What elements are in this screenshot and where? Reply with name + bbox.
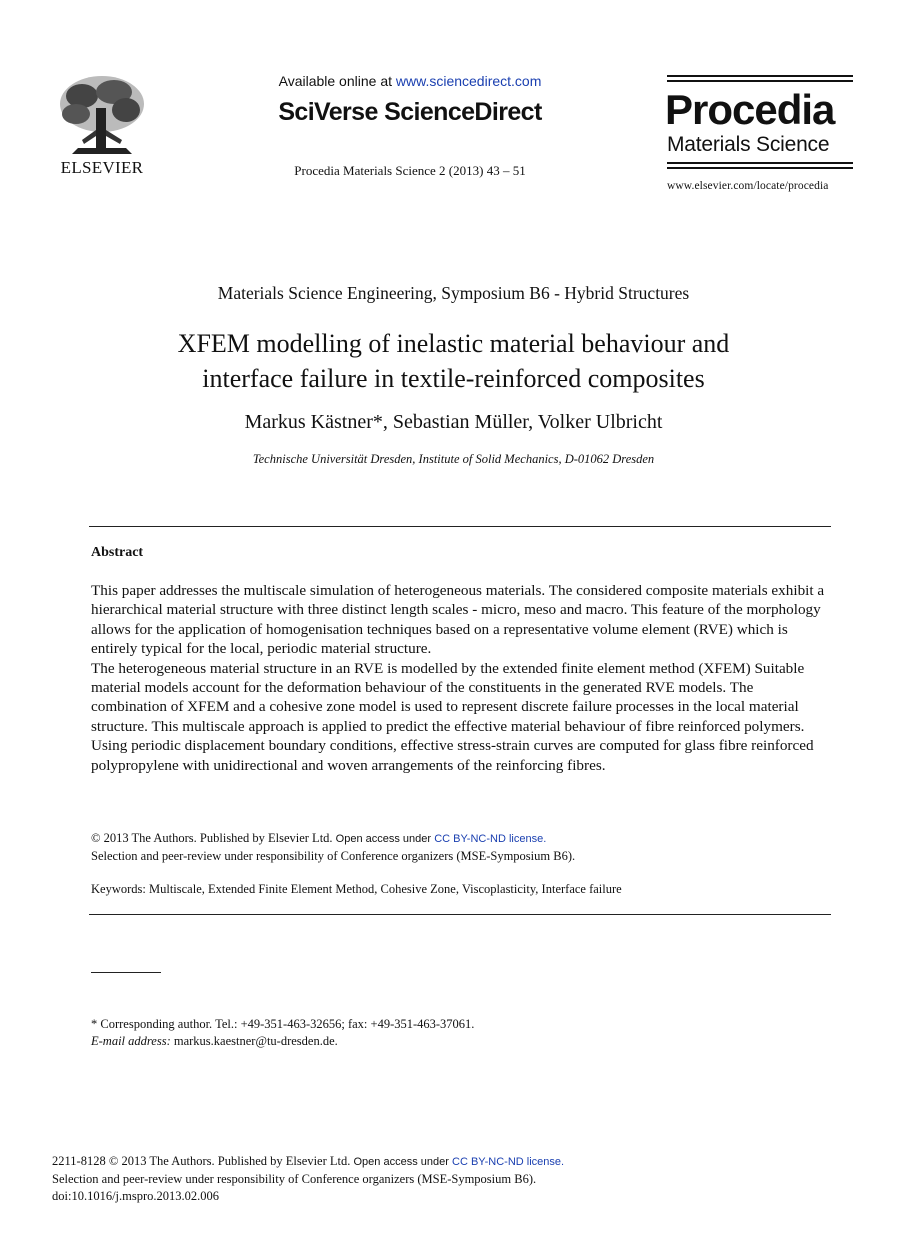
available-prefix: Available online at [278, 73, 396, 89]
procedia-rules-top [667, 75, 853, 85]
platform-logo: SciVerse ScienceDirect [278, 98, 542, 126]
email-line [91, 1033, 833, 1050]
doi[interactable]: doi:10.1016/j.mspro.2013.02.006 [52, 1189, 220, 1203]
procedia-title: Procedia [665, 86, 835, 133]
publisher-name: ELSEVIER [60, 158, 144, 177]
copyright-line-1 [91, 830, 833, 848]
imprint-line-2: Selection and peer-review under responsibility of Conference organizers (MSE-Symposium B6). [52, 1172, 537, 1186]
email-label: E-mail address: [91, 1034, 171, 1048]
license-link[interactable]: CC BY-NC-ND license. [434, 833, 547, 845]
paper-title [100, 326, 807, 396]
procedia-subtitle: Materials Science [667, 133, 830, 156]
symposium-name: Materials Science Engineering, Symposium B6 - Hybrid Structures [217, 283, 690, 303]
email-address[interactable]: markus.kaestner@tu-dresden.de. [173, 1034, 338, 1048]
copyright-line-2: Selection and peer-review under responsibility of Conference organizers (MSE-Symposium B6). [91, 849, 576, 863]
copyright-text: © 2013 The Authors. Published by Elsevier Ltd. [91, 831, 333, 845]
divider-top [89, 526, 831, 527]
title-line-2: interface failure in textile-reinforced composites [202, 364, 705, 393]
footnote-rule [91, 972, 161, 973]
copyright-notice [91, 830, 833, 865]
footnote [91, 1016, 833, 1050]
available-online [250, 73, 570, 89]
authors: Markus Kästner*, Sebastian Müller, Volker Ulbricht [244, 411, 663, 433]
abstract-paragraph-2: The heterogeneous material structure in an RVE is modelled by the extended finite element method (XFEM) Suitable material models account for the deformation behaviour of the constituents in the generated RVE models. The combination of XFEM and a cohesive zone model is used to represent discrete failure processes in the local material structure. This multiscale approach is applied to predict the effective material behaviour of fibre reinforced polymers. Using periodic displacement boundary conditions, effective stress-strain curves are computed for glass fibre reinforced polypropylene with unidirectional and woven arrangements of the reinforcing fibres. [91, 659, 814, 774]
abstract-heading: Abstract [91, 545, 144, 560]
affiliation: Technische Universität Dresden, Institute of Solid Mechanics, D-01062 Dresden [252, 452, 655, 466]
abstract-paragraph-1: This paper addresses the multiscale simulation of heterogeneous materials. The considered composite materials exhibit a hierarchical material structure with three distinct length scales - micro, meso and macro. This feature of the morphology allows for the application of homogenisation techniques based on a representative volume element (RVE) which is entirely typical for the local, periodic material structure. [91, 582, 825, 658]
license-link-bottom[interactable]: CC BY-NC-ND license. [452, 1156, 565, 1168]
open-access-label: Open access under [335, 833, 432, 845]
journal-citation: Procedia Materials Science 2 (2013) 43 – 51 [294, 163, 526, 178]
title-line-1: XFEM modelling of inelastic material behaviour and [177, 329, 730, 358]
procedia-rules-bottom [667, 162, 853, 172]
divider-bottom [89, 914, 831, 915]
corresponding-author: * Corresponding author. Tel.: +49-351-463-32656; fax: +49-351-463-37061. [91, 1017, 475, 1031]
bottom-imprint [52, 1153, 852, 1205]
imprint-line-1 [52, 1153, 852, 1171]
issn-copyright: 2211-8128 © 2013 The Authors. Published by Elsevier Ltd. [52, 1154, 351, 1168]
procedia-url[interactable]: www.elsevier.com/locate/procedia [667, 180, 829, 192]
abstract-body [91, 581, 833, 775]
keywords: Keywords: Multiscale, Extended Finite Element Method, Cohesive Zone, Viscoplasticity, Interface failure [91, 882, 622, 896]
sciencedirect-link[interactable]: www.sciencedirect.com [395, 73, 542, 89]
open-access-label-bottom: Open access under [353, 1156, 449, 1168]
